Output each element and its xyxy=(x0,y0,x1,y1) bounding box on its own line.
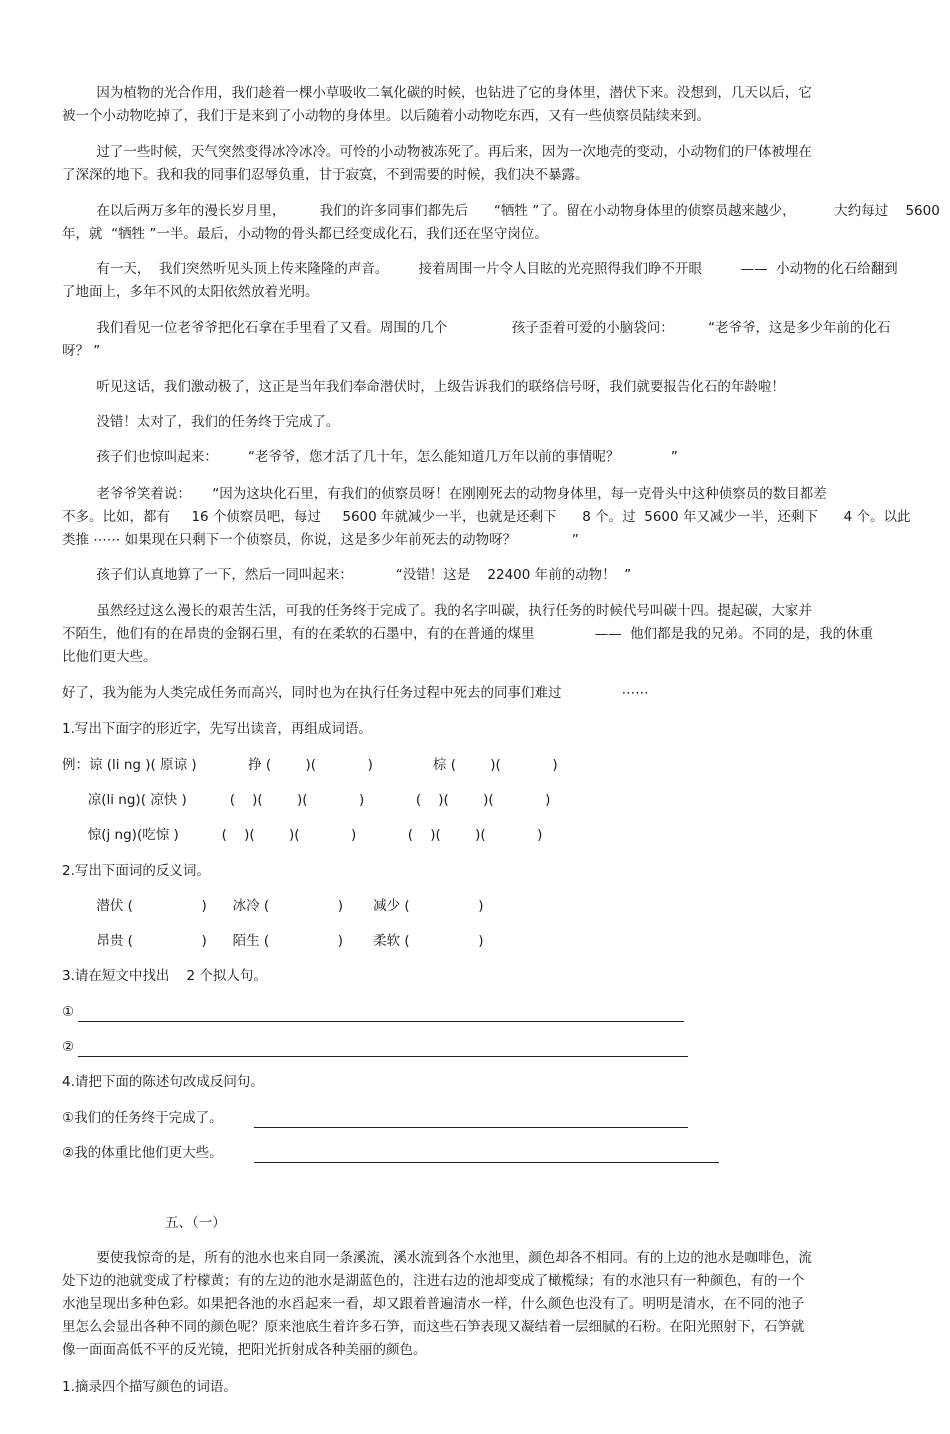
text-line: ② xyxy=(62,1039,75,1055)
paragraph xyxy=(62,411,922,434)
text-line: 呀？ ” xyxy=(62,343,101,359)
text-line: 没错！太对了，我们的任务终于完成了。 xyxy=(62,414,340,430)
text-line: 好了，我为能为人类完成任务而高兴，同时也为在执行任务过程中死去的同事们难过 ⋯⋯ xyxy=(62,685,649,701)
paragraph xyxy=(62,82,922,128)
paragraph xyxy=(62,1142,922,1165)
text-line: 老爷爷笑着说： “因为这块化石里，有我们的侦察员呀！在刚刚死去的动物身体里，每一克骨头中这种侦察员的数目都差 xyxy=(62,486,827,502)
paragraph xyxy=(62,1001,922,1024)
paragraph xyxy=(62,483,922,552)
text-line: 年，就 “牺牲 ”一半。最后，小动物的骨头都已经变成化石，我们还在坚守岗位。 xyxy=(62,226,548,242)
paragraph xyxy=(62,718,922,741)
text-line: 孩子们认真地算了一下，然后一同叫起来： “没错！这是 22400 年前的动物！ ” xyxy=(62,567,632,583)
text-line: 过了一些时候，天气突然变得冰冷冰冷。可怜的小动物被冻死了。再后来，因为一次地壳的变动，小动物们的尸体被埋在 xyxy=(62,144,812,160)
text-line: 了深深的地下。我和我的同事们忍辱负重，甘于寂寞，不到需要的时候，我们决不暴露。 xyxy=(62,167,589,183)
text-line: 比他们更大些。 xyxy=(62,649,157,665)
text-line: 类推 ⋯⋯ 如果现在只剩下一个侦察员，你说，这是多少年前死去的动物呀？ ” xyxy=(62,532,579,548)
text-line: 1.写出下面字的形近字，先写出读音，再组成词语。 xyxy=(62,721,372,737)
paragraph xyxy=(62,564,922,587)
text-line: 听见这话，我们激动极了，这正是当年我们奉命潜伏时，上级告诉我们的联络信号呀，我们就要报告化石的年龄啦！ xyxy=(62,379,785,395)
paragraph xyxy=(62,141,922,187)
paragraph xyxy=(62,1247,922,1362)
text-line: 2.写出下面词的反义词。 xyxy=(62,863,210,879)
text-line: 水池呈现出多种色彩。如果把各池的水舀起来一看，却又跟着普遍清水一样，什么颜色也没有了。明明是清水，在不同的池子 xyxy=(62,1296,805,1312)
paragraph xyxy=(62,682,922,705)
paragraph xyxy=(62,446,922,469)
paragraph xyxy=(62,789,922,812)
text-line: ②我的体重比他们更大些。 xyxy=(62,1145,223,1161)
text-line: 虽然经过这么漫长的艰苦生活，可我的任务终于完成了。我的名字叫碳，执行任务的时候代号叫碳十四。提起碳，大家并 xyxy=(62,603,812,619)
text-line: 不多。比如，都有 16 个侦察员吧，每过 5600 年就减少一半，也就是还剩下 8 个。过 5600 年又减少一半，还剩下 4 个。以此 xyxy=(62,509,911,525)
text-line: 3.请在短文中找出 2 个拟人句。 xyxy=(62,968,267,984)
text-line: ①我们的任务终于完成了。 xyxy=(62,1110,223,1126)
text-line: 惊(j ng)(吃惊 ) ( )( )( ) ( )( )( ) xyxy=(62,827,543,843)
paragraph xyxy=(62,754,922,777)
text-line: 孩子们也惊叫起来： “老爷爷，您才活了几十年，怎么能知道几万年以前的事情呢？ ” xyxy=(62,449,678,465)
text-line: 凉(li ng)( 凉快 ) ( )( )( ) ( )( )( ) xyxy=(62,792,551,808)
paragraph xyxy=(62,1036,922,1059)
text-line: 五、（一） xyxy=(62,1215,226,1231)
text-line: 里怎么会显出各种不同的颜色呢？原来池底生着许多石笋，而这些石笋表现又凝结着一层细腻的石粉。在阳光照射下，石笋就 xyxy=(62,1319,805,1335)
text-line: 潜伏 ( ) 冰冷 ( ) 减少 ( ) xyxy=(62,898,484,914)
paragraph xyxy=(62,824,922,847)
text-line: 被一个小动物吃掉了，我们于是来到了小动物的身体里。以后随着小动物吃东西，又有一些侦察员陆续来到。 xyxy=(62,108,710,124)
paragraph xyxy=(62,1107,922,1130)
text-line: 像一面面高低不平的反光镜，把阳光折射成各种美丽的颜色。 xyxy=(62,1342,427,1358)
paragraph xyxy=(62,860,922,883)
text-line: 在以后两万多年的漫长岁月里， 我们的许多同事们都先后 “牺牲 ”了。留在小动物身体里的侦察员越来越少， 大约每过 5600 xyxy=(62,203,940,219)
text-line: 不陌生，他们有的在昂贵的金钢石里，有的在柔软的石墨中，有的在普通的煤里 —— 他们都是我的兄弟。不同的是，我的休重 xyxy=(62,626,874,642)
text-line: 有一天， 我们突然听见头顶上传来隆隆的声音。 接着周围一片令人目眩的光亮照得我们睁不开眼 —— 小动物的化石给翻到 xyxy=(62,261,898,277)
paragraph xyxy=(62,317,922,363)
text-line: 因为植物的光合作用，我们趁着一棵小草吸收二氧化碳的时候，也钻进了它的身体里，潜伏下来。没想到，几天以后，它 xyxy=(62,85,812,101)
paragraph xyxy=(62,258,922,304)
text-line: ① xyxy=(62,1004,75,1020)
text-line: 我们看见一位老爷爷把化石拿在手里看了又看。周围的几个 孩子歪着可爱的小脑袋问： “老爷爷，这是多少年前的化石 xyxy=(62,320,891,336)
text-line: 1.摘录四个描写颜色的词语。 xyxy=(62,1379,237,1395)
text-line: 4.请把下面的陈述句改成反问句。 xyxy=(62,1074,264,1090)
paragraph xyxy=(62,1071,922,1094)
text-line: 处下边的池就变成了柠檬黄；有的左边的池水是湖蓝色的，注进右边的池却变成了橄榄绿；有的水池只有一种颜色，有的一个 xyxy=(62,1273,805,1289)
paragraph xyxy=(62,1212,922,1235)
paragraph xyxy=(62,895,922,918)
paragraph xyxy=(62,376,922,399)
text-line: 了地面上，多年不风的太阳依然放着光明。 xyxy=(62,284,319,300)
text-line: 例：谅 (li ng )( 原谅 ) 挣 ( )( ) 棕 ( )( ) xyxy=(62,757,558,773)
paragraph xyxy=(62,965,922,988)
paragraph xyxy=(62,1376,922,1399)
paragraph xyxy=(62,930,922,953)
text-line: 要使我惊奇的是，所有的池水也来自同一条溪流，溪水流到各个水池里，颜色却各不相同。有的上边的池水是咖啡色，流 xyxy=(62,1250,812,1266)
text-line: 昂贵 ( ) 陌生 ( ) 柔软 ( ) xyxy=(62,933,484,949)
paragraph xyxy=(62,600,922,669)
paragraph xyxy=(62,200,940,246)
